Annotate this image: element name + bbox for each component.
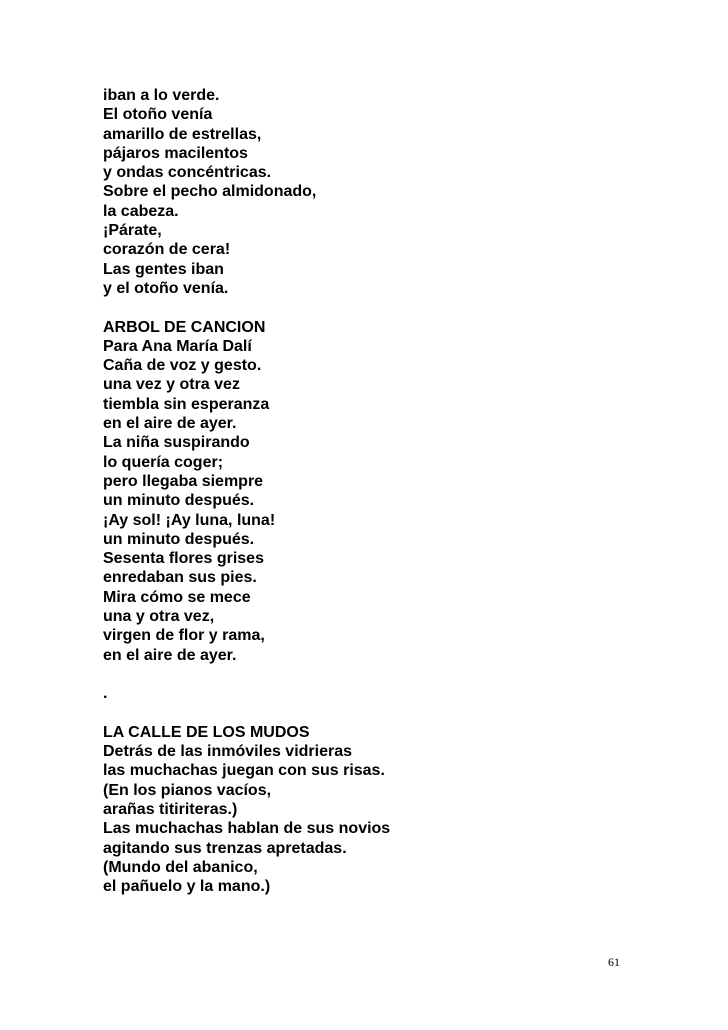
poem-line: lo quería coger;: [103, 453, 224, 471]
stanza-gap: [103, 704, 663, 723]
stanza-1: [103, 86, 663, 298]
poem-title: ARBOL DE CANCION: [103, 318, 266, 336]
poem-line: Las gentes iban: [103, 260, 224, 278]
poem-line: tiembla sin esperanza: [103, 395, 270, 413]
poem-arbol-de-cancion: [103, 318, 663, 665]
stanza-gap: [103, 665, 663, 684]
poem-line: (Mundo del abanico,: [103, 858, 258, 876]
poem-line: las muchachas juegan con sus risas.: [103, 762, 385, 780]
poem-line: Las muchachas hablan de sus novios: [103, 820, 391, 838]
poem-line: Sesenta flores grises: [103, 550, 264, 568]
poem-line: (En los pianos vacíos,: [103, 781, 272, 799]
poem-line: amarillo de estrellas,: [103, 125, 262, 143]
separator-dot: .: [103, 685, 108, 703]
poem-line: El otoño venía: [103, 106, 213, 124]
poem-line: ¡Párate,: [103, 222, 162, 240]
poem-line: La niña suspirando: [103, 434, 250, 452]
poem-line: en el aire de ayer.: [103, 646, 237, 664]
poem-line: y el otoño venía.: [103, 279, 229, 297]
poem-line: la cabeza.: [103, 202, 179, 220]
poem-line: un minuto después.: [103, 530, 255, 548]
stanza-gap: [103, 298, 663, 317]
poem-line: y ondas concéntricas.: [103, 164, 272, 182]
poem-line: agitando sus trenzas apretadas.: [103, 839, 347, 857]
poem-line: pájaros macilentos: [103, 144, 248, 162]
poem-line: corazón de cera!: [103, 241, 231, 259]
poem-line: una vez y otra vez: [103, 376, 240, 394]
poem-title: LA CALLE DE LOS MUDOS: [103, 723, 310, 741]
poem-text: [103, 86, 663, 896]
poem-line: ¡Ay sol! ¡Ay luna, luna!: [103, 511, 276, 529]
poem-line: Sobre el pecho almidonado,: [103, 183, 317, 201]
poem-line: Mira cómo se mece: [103, 588, 251, 606]
poem-line: arañas titiriteras.): [103, 800, 238, 818]
poem-la-calle-de-los-mudos: [103, 723, 663, 897]
poem-line: Caña de voz y gesto.: [103, 357, 262, 375]
poem-line: iban a lo verde.: [103, 87, 220, 104]
poem-line: un minuto después.: [103, 492, 255, 510]
page-number: 61: [608, 955, 620, 969]
poem-line: pero llegaba siempre: [103, 472, 264, 490]
poem-dedication: Para Ana María Dalí: [103, 337, 252, 355]
poem-line: virgen de flor y rama,: [103, 627, 265, 645]
poem-line: el pañuelo y la mano.): [103, 878, 271, 896]
poem-line: Detrás de las inmóviles vidrieras: [103, 743, 353, 761]
poem-line: en el aire de ayer.: [103, 415, 237, 433]
poem-line: una y otra vez,: [103, 608, 215, 626]
poem-line: enredaban sus pies.: [103, 569, 257, 587]
